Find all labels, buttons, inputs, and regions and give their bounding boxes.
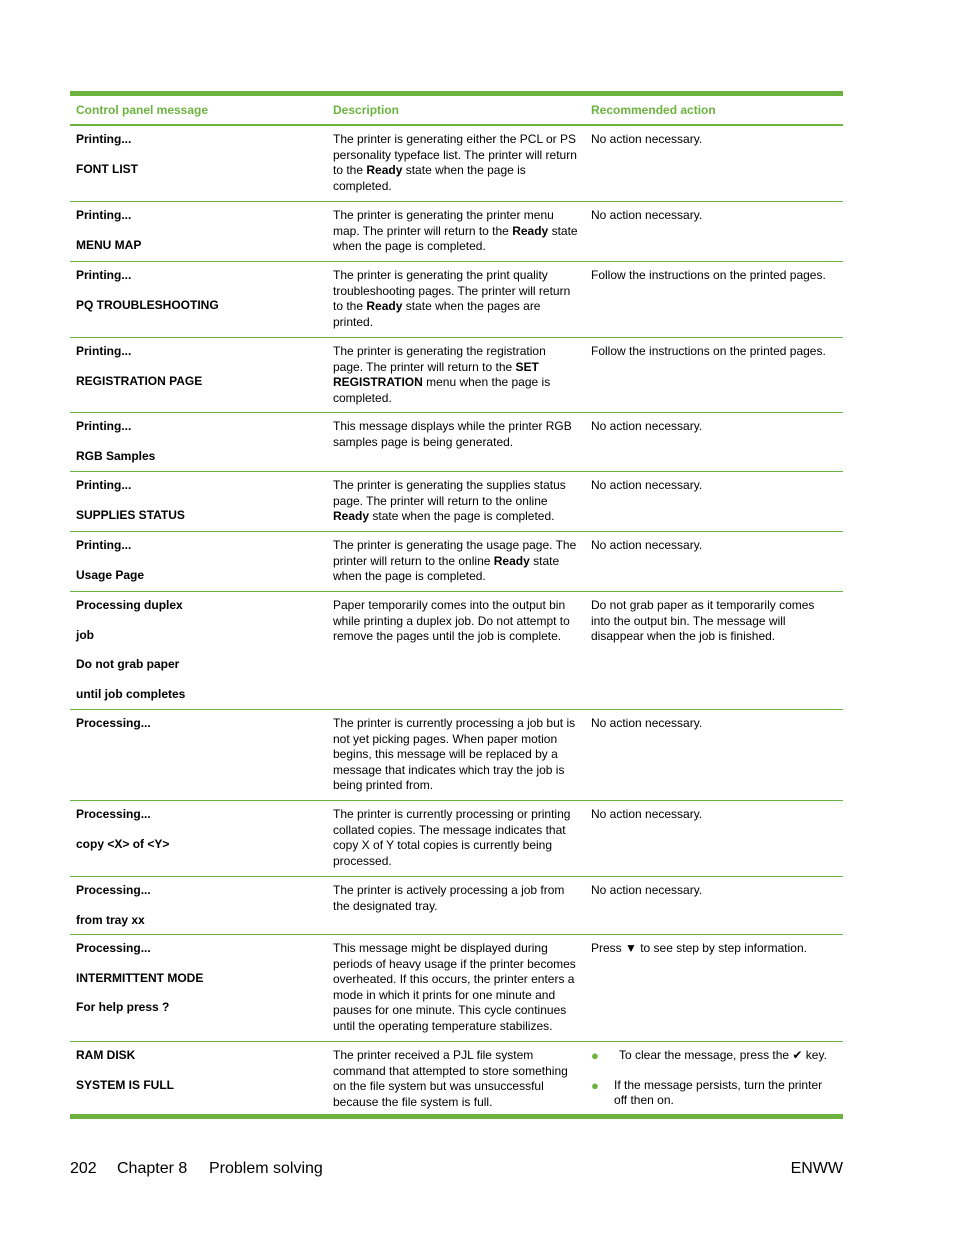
action-list-item bbox=[591, 1048, 837, 1064]
bullet-icon: ● bbox=[591, 1077, 599, 1093]
message-cell bbox=[70, 338, 327, 412]
table-row bbox=[70, 800, 843, 876]
action-cell bbox=[585, 1042, 843, 1114]
message-line: Printing... bbox=[76, 419, 132, 433]
message-line: Usage Page bbox=[76, 567, 145, 582]
message-cell bbox=[70, 1042, 327, 1114]
table-row bbox=[70, 709, 843, 800]
bullet-icon: ● bbox=[591, 1048, 599, 1063]
message-line: until job completes bbox=[76, 686, 186, 701]
table-row bbox=[70, 591, 843, 709]
message-line: MENU MAP bbox=[76, 237, 142, 252]
action-cell: Follow the instructions on the printed pages. bbox=[591, 268, 826, 282]
message-table bbox=[70, 91, 843, 1119]
action-cell: No action necessary. bbox=[591, 478, 703, 492]
message-line: from tray xx bbox=[76, 912, 145, 927]
table-header bbox=[70, 96, 843, 126]
action-text: If the message persists, turn the printer off then on. bbox=[614, 1077, 823, 1108]
message-line: INTERMITTENT MODE bbox=[76, 970, 204, 985]
message-cell bbox=[70, 935, 327, 1041]
table-row bbox=[70, 337, 843, 412]
message-line: RGB Samples bbox=[76, 448, 156, 463]
description-cell: This message displays while the printer RGB samples page is being generated. bbox=[333, 419, 572, 449]
action-cell: Follow the instructions on the printed pages. bbox=[591, 344, 826, 358]
table-row bbox=[70, 126, 843, 201]
message-line: REGISTRATION PAGE bbox=[76, 373, 203, 388]
section-label: Problem solving bbox=[209, 1160, 323, 1177]
message-line: Do not grab paper bbox=[76, 657, 180, 672]
message-line: Printing... bbox=[76, 538, 132, 552]
message-line: Printing... bbox=[76, 268, 132, 282]
table-row bbox=[70, 876, 843, 934]
message-line: RAM DISK bbox=[76, 1048, 136, 1062]
header-recommended-action: Recommended action bbox=[591, 103, 716, 117]
message-cell bbox=[70, 413, 327, 471]
action-cell: No action necessary. bbox=[591, 538, 703, 552]
table-body bbox=[70, 126, 843, 1114]
header-description: Description bbox=[333, 103, 400, 117]
action-cell: No action necessary. bbox=[591, 807, 703, 821]
table-row bbox=[70, 201, 843, 261]
description-cell: The printer is generating either the PCL or PS personality typeface list. The printer will return to the Ready state when the page is completed. bbox=[333, 132, 577, 193]
message-line: copy <X> of <Y> bbox=[76, 836, 170, 851]
page-number: 202 bbox=[70, 1160, 97, 1177]
description-cell: The printer is generating the usage page. The printer will return to the online Ready state when the page is completed. bbox=[333, 538, 577, 584]
message-line: Processing... bbox=[76, 941, 151, 955]
message-line: Processing... bbox=[76, 807, 151, 821]
message-line: Processing... bbox=[76, 883, 151, 897]
table-row bbox=[70, 934, 843, 1041]
message-cell bbox=[70, 710, 327, 800]
table-row bbox=[70, 1041, 843, 1114]
action-cell: No action necessary. bbox=[591, 132, 703, 146]
message-line: PQ TROUBLESHOOTING bbox=[76, 297, 219, 312]
brand-label: ENWW bbox=[790, 1160, 843, 1177]
message-line: Printing... bbox=[76, 208, 132, 222]
action-cell: Press ▼ to see step by step information. bbox=[591, 941, 807, 955]
table-row bbox=[70, 471, 843, 531]
table-row bbox=[70, 412, 843, 471]
action-cell: No action necessary. bbox=[591, 208, 703, 222]
table-row bbox=[70, 261, 843, 337]
message-line: Processing duplex bbox=[76, 598, 183, 612]
message-cell bbox=[70, 532, 327, 591]
description-cell: Paper temporarily comes into the output bin while printing a duplex job. Do not attempt to remove the pages until the job is complete. bbox=[333, 598, 570, 644]
description-cell: The printer is generating the printer menu map. The printer will return to the Ready state when the page is completed. bbox=[333, 208, 578, 254]
description-cell: The printer received a PJL file system command that attempted to store something on the file system but was unsuccessful because the file system is full. bbox=[333, 1048, 568, 1109]
message-cell bbox=[70, 262, 327, 337]
message-line: SYSTEM IS FULL bbox=[76, 1077, 175, 1092]
action-list-item bbox=[591, 1078, 837, 1109]
chapter-label: Chapter 8 bbox=[117, 1160, 188, 1177]
description-cell: The printer is generating the print quality troubleshooting pages. The printer will return to the Ready state when the pages are printed. bbox=[333, 268, 571, 329]
description-cell: The printer is generating the registration page. The printer will return to the SET REGISTRATION menu when the page is completed. bbox=[333, 344, 551, 405]
action-cell: No action necessary. bbox=[591, 883, 703, 897]
action-cell: No action necessary. bbox=[591, 419, 703, 433]
action-text: To clear the message, press the ✔ key. bbox=[619, 1048, 827, 1062]
description-cell: This message might be displayed during periods of heavy usage if the printer becomes overheated. If this occurs, the printer enters a mode in which it prints for one minute and pauses for one minute. This cycle continues until the operating temperature stabilizes. bbox=[333, 941, 576, 1033]
description-cell: The printer is actively processing a job from the designated tray. bbox=[333, 883, 565, 913]
header-control-panel-message: Control panel message bbox=[76, 103, 209, 117]
message-line: Processing... bbox=[76, 716, 151, 730]
description-cell: The printer is currently processing a job but is not yet picking pages. When paper motion begins, this message will be replaced by a message that indicates which tray the job is being printed from. bbox=[333, 716, 576, 793]
description-cell: The printer is generating the supplies status page. The printer will return to the online Ready state when the page is completed. bbox=[333, 478, 566, 524]
message-cell bbox=[70, 202, 327, 261]
message-line: Printing... bbox=[76, 344, 132, 358]
message-line: Printing... bbox=[76, 132, 132, 146]
message-cell bbox=[70, 801, 327, 876]
message-line: job bbox=[76, 627, 94, 642]
message-line: Printing... bbox=[76, 478, 132, 492]
message-line: For help press ? bbox=[76, 1000, 170, 1015]
message-cell bbox=[70, 126, 327, 201]
table-row bbox=[70, 531, 843, 591]
action-cell: No action necessary. bbox=[591, 716, 703, 730]
action-cell: Do not grab paper as it temporarily comes into the output bin. The message will disappear when the job is finished. bbox=[591, 598, 815, 644]
message-cell bbox=[70, 877, 327, 934]
message-cell bbox=[70, 472, 327, 531]
message-line: FONT LIST bbox=[76, 161, 138, 176]
description-cell: The printer is currently processing or printing collated copies. The message indicates that copy X of Y total copies is currently being processed. bbox=[333, 807, 571, 868]
message-line: SUPPLIES STATUS bbox=[76, 507, 185, 522]
message-cell bbox=[70, 592, 327, 709]
